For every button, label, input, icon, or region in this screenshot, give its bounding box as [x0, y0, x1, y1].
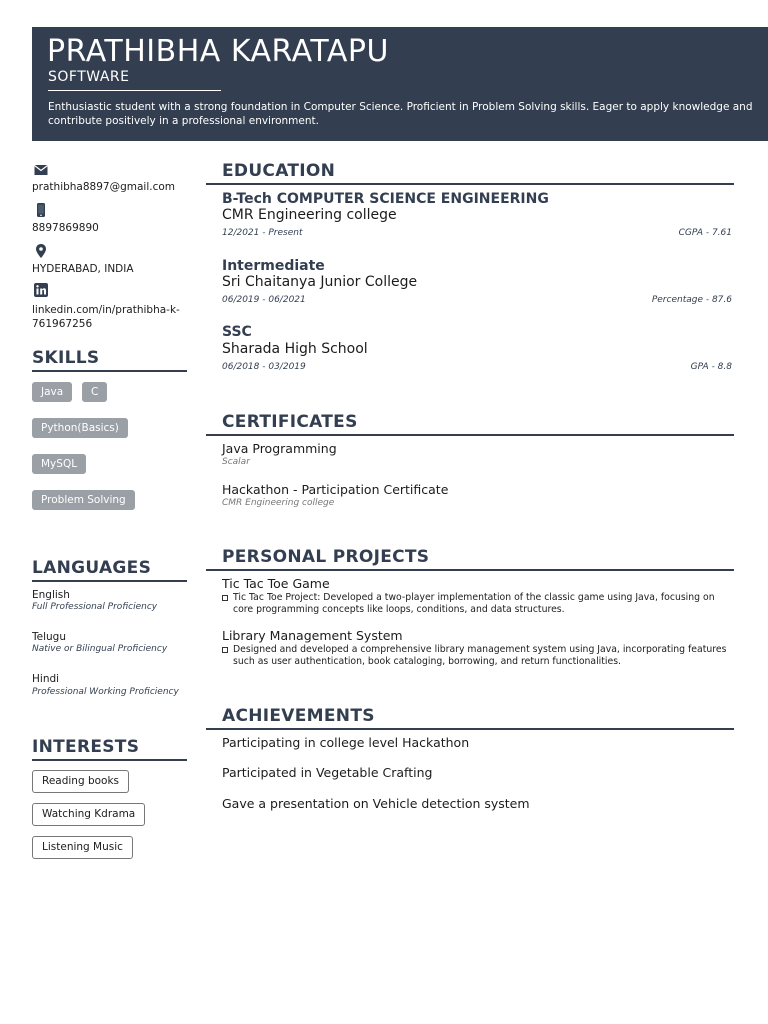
project-name: Tic Tac Toe Game: [222, 576, 330, 591]
education-divider: [206, 183, 734, 185]
skill-chip: C: [82, 382, 107, 402]
candidate-name: PRATHIBHA KARATAPU: [47, 34, 389, 69]
bullet-square-icon: [222, 595, 228, 601]
languages-divider: [32, 580, 187, 582]
projects-divider: [206, 569, 734, 571]
language-name: Hindi: [32, 673, 60, 685]
linkedin-link[interactable]: linkedin.com/in/prathibha-k-761967256: [32, 304, 180, 330]
education-heading: EDUCATION: [222, 161, 336, 181]
interest-chip: Listening Music: [32, 836, 133, 859]
education-grade: CGPA - 7.61: [678, 228, 732, 238]
certificates-heading: CERTIFICATES: [222, 412, 358, 432]
resume-header: [32, 27, 768, 141]
role-underline: [48, 90, 221, 91]
language-level: Professional Working Proficiency: [32, 687, 179, 697]
interest-chip: Reading books: [32, 770, 129, 793]
projects-heading: PERSONAL PROJECTS: [222, 547, 430, 567]
education-grade: GPA - 8.8: [690, 362, 732, 372]
bullet-square-icon: [222, 647, 228, 653]
achievement-item: Gave a presentation on Vehicle detection system: [222, 796, 530, 811]
education-school: CMR Engineering college: [222, 207, 397, 223]
location-pin-icon: [34, 244, 48, 258]
email-link[interactable]: prathibha8897@gmail.com: [32, 181, 176, 193]
achievement-item: Participating in college level Hackathon: [222, 735, 470, 750]
education-grade: Percentage - 87.6: [651, 295, 732, 305]
certificate-name: Java Programming: [222, 441, 337, 456]
skill-chip: Java: [32, 382, 72, 402]
project-description: Tic Tac Toe Project: Developed a two-player implementation of the classic game using Java, focusing on core programming concepts like loops, conditions, and data structures.: [233, 592, 715, 615]
summary-text: Enthusiastic student with a strong foundation in Computer Science. Proficient in Problem Solving skills. Eager to apply knowledge and contribute positively in a professional environment.: [48, 101, 753, 127]
left-column: [32, 160, 187, 853]
interests-heading: INTERESTS: [32, 737, 140, 757]
interest-chip: Watching Kdrama: [32, 803, 145, 826]
skill-chip: MySQL: [32, 454, 86, 474]
phone-icon: [34, 203, 48, 217]
education-school: Sri Chaitanya Junior College: [222, 274, 418, 290]
project-description: Designed and developed a comprehensive library management system using Java, incorporating features such as user authentication, book cataloging, borrowing, and return functionalities.: [233, 644, 727, 667]
languages-heading: LANGUAGES: [32, 558, 152, 578]
certificate-issuer: CMR Engineering college: [222, 498, 335, 508]
achievements-divider: [206, 728, 734, 730]
skill-chip: Python(Basics): [32, 418, 128, 438]
education-degree: B-Tech COMPUTER SCIENCE ENGINEERING: [222, 191, 549, 207]
achievements-heading: ACHIEVEMENTS: [222, 706, 375, 726]
language-level: Full Professional Proficiency: [32, 602, 158, 612]
language-level: Native or Bilingual Proficiency: [32, 644, 168, 654]
interests-divider: [32, 759, 187, 761]
contact-linkedin: [32, 283, 187, 330]
project-name: Library Management System: [222, 628, 403, 643]
certificates-divider: [206, 434, 734, 436]
education-school: Sharada High School: [222, 341, 368, 357]
location-text: HYDERABAD, INDIA: [32, 263, 134, 275]
education-degree: Intermediate: [222, 258, 325, 274]
achievement-item: Participated in Vegetable Crafting: [222, 765, 433, 780]
skills-divider: [32, 370, 187, 372]
phone-number: 8897869890: [32, 222, 99, 234]
language-name: Telugu: [32, 631, 66, 643]
education-degree: SSC: [222, 324, 252, 340]
contact-phone: [32, 201, 187, 242]
envelope-icon: [34, 163, 48, 177]
education-dates: 06/2018 - 03/2019: [222, 362, 306, 372]
contact-email: [32, 160, 187, 201]
linkedin-icon: [34, 283, 48, 297]
education-dates: 12/2021 - Present: [222, 228, 303, 238]
education-dates: 06/2019 - 06/2021: [222, 295, 306, 305]
certificate-issuer: Scalar: [222, 457, 250, 467]
skills-heading: SKILLS: [32, 348, 100, 368]
certificate-name: Hackathon - Participation Certificate: [222, 482, 449, 497]
candidate-role: SOFTWARE: [48, 69, 130, 85]
contact-location: [32, 242, 187, 283]
skill-chip: Problem Solving: [32, 490, 135, 510]
language-name: English: [32, 589, 70, 601]
